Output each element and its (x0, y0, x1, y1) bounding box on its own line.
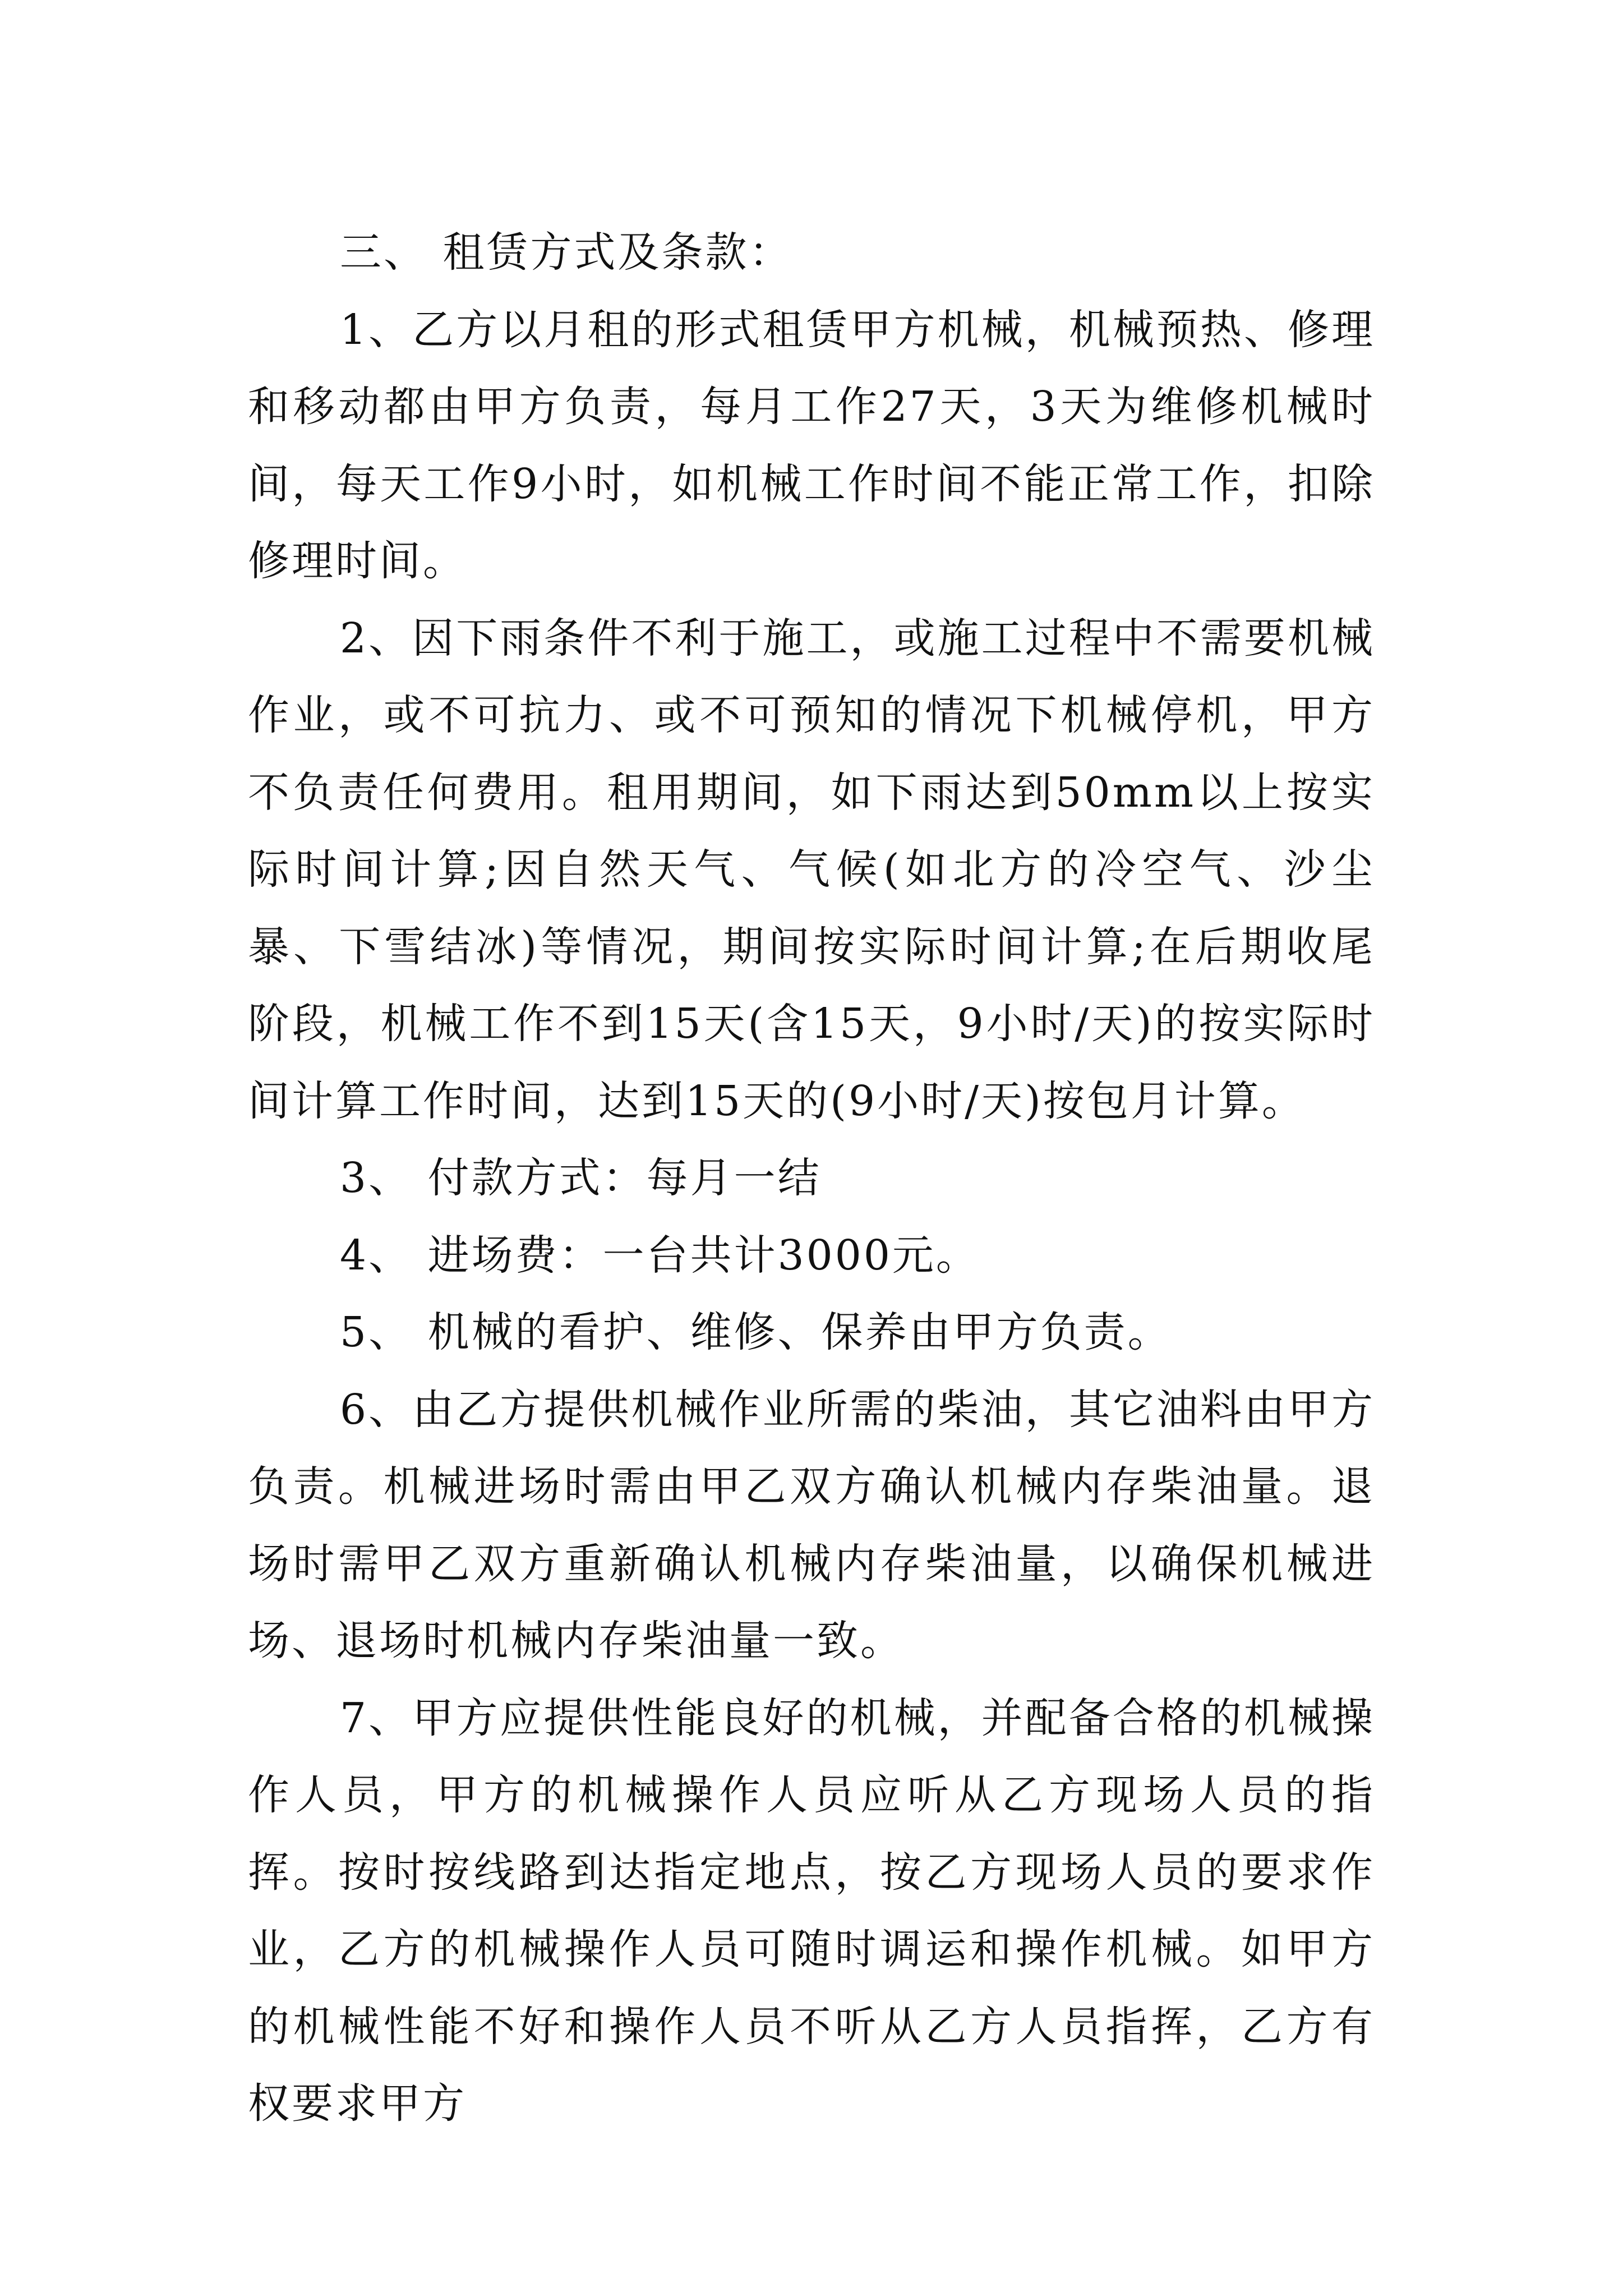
clause-1: 1、乙方以月租的形式租赁甲方机械，机械预热、修理和移动都由甲方负责，每月工作27天，3天为维修机械时间，每天工作9小时，如机械工作时间不能正常工作，扣除修理时间。 (248, 305, 1375, 585)
clause-3: 3、 付款方式：每月一结 (340, 1154, 822, 1202)
clause-6: 6、由乙方提供机械作业所需的柴油，其它油料由甲方负责。机械进场时需由甲乙双方确认机械内存柴油量。退场时需甲乙双方重新确认机械内存柴油量，以确保机械进场、退场时机械内存柴油量一致。 (248, 1385, 1375, 1665)
section-heading: 三、 租赁方式及条款： (340, 228, 793, 277)
clause-2: 2、因下雨条件不利于施工，或施工过程中不需要机械作业，或不可抗力、或不可预知的情况下机械停机，甲方不负责任何费用。租用期间，如下雨达到50mm以上按实际时间计算;因自然天气、气候(如北方的冷空气、沙尘暴、下雪结冰)等情况，期间按实际时间计算;在后期收尾阶段，机械工作不到15天(含15天，9小时/天)的按实际时间计算工作时间，达到15天的(9小时/天)按包月计算。 (248, 614, 1375, 1125)
clause-5: 5、 机械的看护、维修、保养由甲方负责。 (340, 1308, 1172, 1356)
document-body (248, 214, 1375, 2143)
clause-7: 7、甲方应提供性能良好的机械，并配备合格的机械操作人员，甲方的机械操作人员应听从乙方现场人员的指挥。按时按线路到达指定地点，按乙方现场人员的要求作业，乙方的机械操作人员可随时调运和操作机械。如甲方的机械性能不好和操作人员不听从乙方人员指挥，乙方有权要求甲方 (248, 1694, 1375, 2128)
clause-4: 4、 进场费：一台共计3000元。 (340, 1231, 980, 1280)
